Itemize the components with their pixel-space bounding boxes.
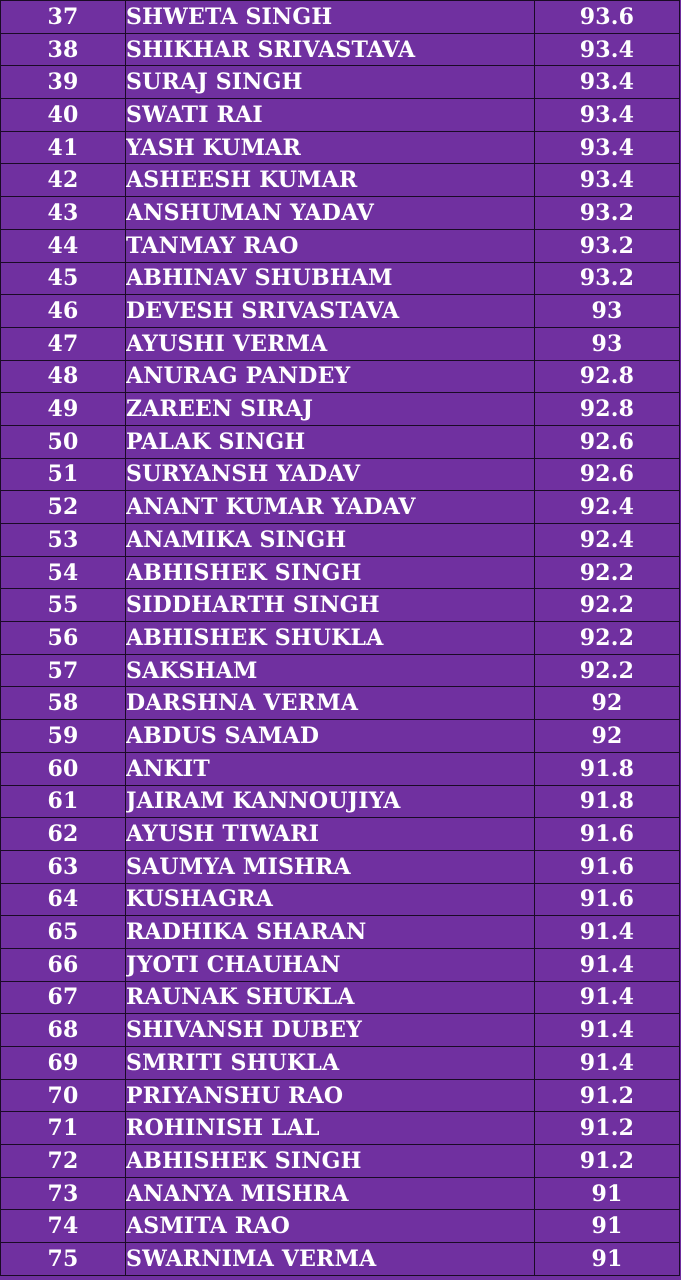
name-cell: SHIKHAR SRIVASTAVA	[126, 33, 535, 66]
score-cell: 93.6	[535, 1, 680, 34]
table-row	[1, 1145, 680, 1178]
rank-cell: 52	[1, 491, 126, 524]
table-row	[1, 229, 680, 262]
rank-cell: 65	[1, 916, 126, 949]
score-cell: 91.4	[535, 1014, 680, 1047]
table-row	[1, 818, 680, 851]
table-row	[1, 131, 680, 164]
table-row	[1, 916, 680, 949]
score-cell: 91.6	[535, 850, 680, 883]
score-cell: 91.8	[535, 785, 680, 818]
table-row	[1, 66, 680, 99]
score-cell: 92.4	[535, 524, 680, 557]
score-cell: 92.6	[535, 425, 680, 458]
name-cell: RADHIKA SHARAN	[126, 916, 535, 949]
score-cell: 92.6	[535, 458, 680, 491]
table-row	[1, 654, 680, 687]
table-row	[1, 33, 680, 66]
name-cell: ROHINISH LAL	[126, 1112, 535, 1145]
score-cell: 92.8	[535, 360, 680, 393]
table-row	[1, 948, 680, 981]
rank-cell: 55	[1, 589, 126, 622]
table-row	[1, 425, 680, 458]
table-row	[1, 720, 680, 753]
rank-cell: 73	[1, 1177, 126, 1210]
score-cell: 91.8	[535, 752, 680, 785]
table-row	[1, 491, 680, 524]
score-cell: 91.2	[535, 1112, 680, 1145]
name-cell: ANANT KUMAR YADAV	[126, 491, 535, 524]
score-cell: 93.4	[535, 164, 680, 197]
rank-cell: 62	[1, 818, 126, 851]
score-cell: 91.2	[535, 1079, 680, 1112]
rank-cell: 59	[1, 720, 126, 753]
table-row	[1, 458, 680, 491]
score-cell: 93.2	[535, 229, 680, 262]
name-cell: PRIYANSHU RAO	[126, 1079, 535, 1112]
table-row	[1, 393, 680, 426]
score-cell: 92.8	[535, 393, 680, 426]
rank-cell: 67	[1, 981, 126, 1014]
name-cell: JAIRAM KANNOUJIYA	[126, 785, 535, 818]
results-table-body	[1, 1, 680, 1276]
rank-cell: 68	[1, 1014, 126, 1047]
table-row	[1, 1177, 680, 1210]
score-cell: 93.4	[535, 66, 680, 99]
rank-cell: 49	[1, 393, 126, 426]
table-row	[1, 327, 680, 360]
name-cell: DEVESH SRIVASTAVA	[126, 295, 535, 328]
name-cell: SAKSHAM	[126, 654, 535, 687]
table-row	[1, 687, 680, 720]
rank-cell: 38	[1, 33, 126, 66]
score-cell: 91	[535, 1177, 680, 1210]
score-cell: 91	[535, 1243, 680, 1276]
table-row	[1, 1243, 680, 1276]
name-cell: KUSHAGRA	[126, 883, 535, 916]
name-cell: SHWETA SINGH	[126, 1, 535, 34]
score-cell: 91.4	[535, 1047, 680, 1080]
table-row	[1, 1, 680, 34]
rank-cell: 57	[1, 654, 126, 687]
score-cell: 91	[535, 1210, 680, 1243]
table-row	[1, 295, 680, 328]
table-row	[1, 556, 680, 589]
name-cell: AYUSH TIWARI	[126, 818, 535, 851]
name-cell: ASMITA RAO	[126, 1210, 535, 1243]
table-row	[1, 883, 680, 916]
score-cell: 93	[535, 295, 680, 328]
name-cell: SHIVANSH DUBEY	[126, 1014, 535, 1047]
score-cell: 91.4	[535, 948, 680, 981]
rank-cell: 66	[1, 948, 126, 981]
table-row	[1, 1112, 680, 1145]
score-cell: 93.2	[535, 262, 680, 295]
score-cell: 91.2	[535, 1145, 680, 1178]
score-cell: 91.6	[535, 818, 680, 851]
name-cell: AYUSHI VERMA	[126, 327, 535, 360]
rank-cell: 61	[1, 785, 126, 818]
rank-cell: 46	[1, 295, 126, 328]
rank-cell: 69	[1, 1047, 126, 1080]
name-cell: SAUMYA MISHRA	[126, 850, 535, 883]
table-row	[1, 981, 680, 1014]
name-cell: RAUNAK SHUKLA	[126, 981, 535, 1014]
rank-cell: 37	[1, 1, 126, 34]
rank-cell: 64	[1, 883, 126, 916]
score-cell: 92.2	[535, 622, 680, 655]
score-cell: 92	[535, 687, 680, 720]
table-row	[1, 850, 680, 883]
rank-cell: 50	[1, 425, 126, 458]
name-cell: ABHISHEK SHUKLA	[126, 622, 535, 655]
table-row	[1, 1047, 680, 1080]
name-cell: ABHISHEK SINGH	[126, 556, 535, 589]
name-cell: ABHINAV SHUBHAM	[126, 262, 535, 295]
score-cell: 92	[535, 720, 680, 753]
rank-cell: 43	[1, 197, 126, 230]
rank-cell: 56	[1, 622, 126, 655]
table-row	[1, 1079, 680, 1112]
table-row	[1, 1210, 680, 1243]
rank-cell: 58	[1, 687, 126, 720]
table-row	[1, 622, 680, 655]
name-cell: ABDUS SAMAD	[126, 720, 535, 753]
rank-cell: 53	[1, 524, 126, 557]
name-cell: TANMAY RAO	[126, 229, 535, 262]
rank-cell: 47	[1, 327, 126, 360]
table-row	[1, 1014, 680, 1047]
rank-cell: 72	[1, 1145, 126, 1178]
rank-cell: 40	[1, 99, 126, 132]
rank-cell: 54	[1, 556, 126, 589]
rank-cell: 63	[1, 850, 126, 883]
name-cell: ANAMIKA SINGH	[126, 524, 535, 557]
score-cell: 93.2	[535, 197, 680, 230]
rank-cell: 70	[1, 1079, 126, 1112]
score-cell: 91.6	[535, 883, 680, 916]
name-cell: SWARNIMA VERMA	[126, 1243, 535, 1276]
name-cell: JYOTI CHAUHAN	[126, 948, 535, 981]
table-row	[1, 752, 680, 785]
name-cell: SURAJ SINGH	[126, 66, 535, 99]
name-cell: ANKIT	[126, 752, 535, 785]
rank-cell: 41	[1, 131, 126, 164]
score-cell: 93	[535, 327, 680, 360]
name-cell: SMRITI SHUKLA	[126, 1047, 535, 1080]
rank-cell: 71	[1, 1112, 126, 1145]
score-cell: 91.4	[535, 981, 680, 1014]
name-cell: PALAK SINGH	[126, 425, 535, 458]
rank-cell: 44	[1, 229, 126, 262]
table-row	[1, 785, 680, 818]
table-row	[1, 197, 680, 230]
score-cell: 93.4	[535, 131, 680, 164]
name-cell: ANURAG PANDEY	[126, 360, 535, 393]
rank-cell: 60	[1, 752, 126, 785]
rank-cell: 45	[1, 262, 126, 295]
rank-cell: 48	[1, 360, 126, 393]
table-row	[1, 589, 680, 622]
score-cell: 92.4	[535, 491, 680, 524]
name-cell: YASH KUMAR	[126, 131, 535, 164]
score-cell: 91.4	[535, 916, 680, 949]
score-cell: 93.4	[535, 33, 680, 66]
table-row	[1, 262, 680, 295]
table-row	[1, 524, 680, 557]
table-row	[1, 99, 680, 132]
name-cell: SIDDHARTH SINGH	[126, 589, 535, 622]
name-cell: SWATI RAI	[126, 99, 535, 132]
name-cell: SURYANSH YADAV	[126, 458, 535, 491]
rank-cell: 75	[1, 1243, 126, 1276]
rank-cell: 39	[1, 66, 126, 99]
name-cell: ANSHUMAN YADAV	[126, 197, 535, 230]
name-cell: ASHEESH KUMAR	[126, 164, 535, 197]
score-cell: 92.2	[535, 589, 680, 622]
rank-cell: 51	[1, 458, 126, 491]
rank-cell: 42	[1, 164, 126, 197]
table-row	[1, 360, 680, 393]
name-cell: ANANYA MISHRA	[126, 1177, 535, 1210]
name-cell: ZAREEN SIRAJ	[126, 393, 535, 426]
score-cell: 93.4	[535, 99, 680, 132]
table-row	[1, 164, 680, 197]
rank-cell: 74	[1, 1210, 126, 1243]
name-cell: ABHISHEK SINGH	[126, 1145, 535, 1178]
name-cell: DARSHNA VERMA	[126, 687, 535, 720]
score-cell: 92.2	[535, 556, 680, 589]
score-cell: 92.2	[535, 654, 680, 687]
